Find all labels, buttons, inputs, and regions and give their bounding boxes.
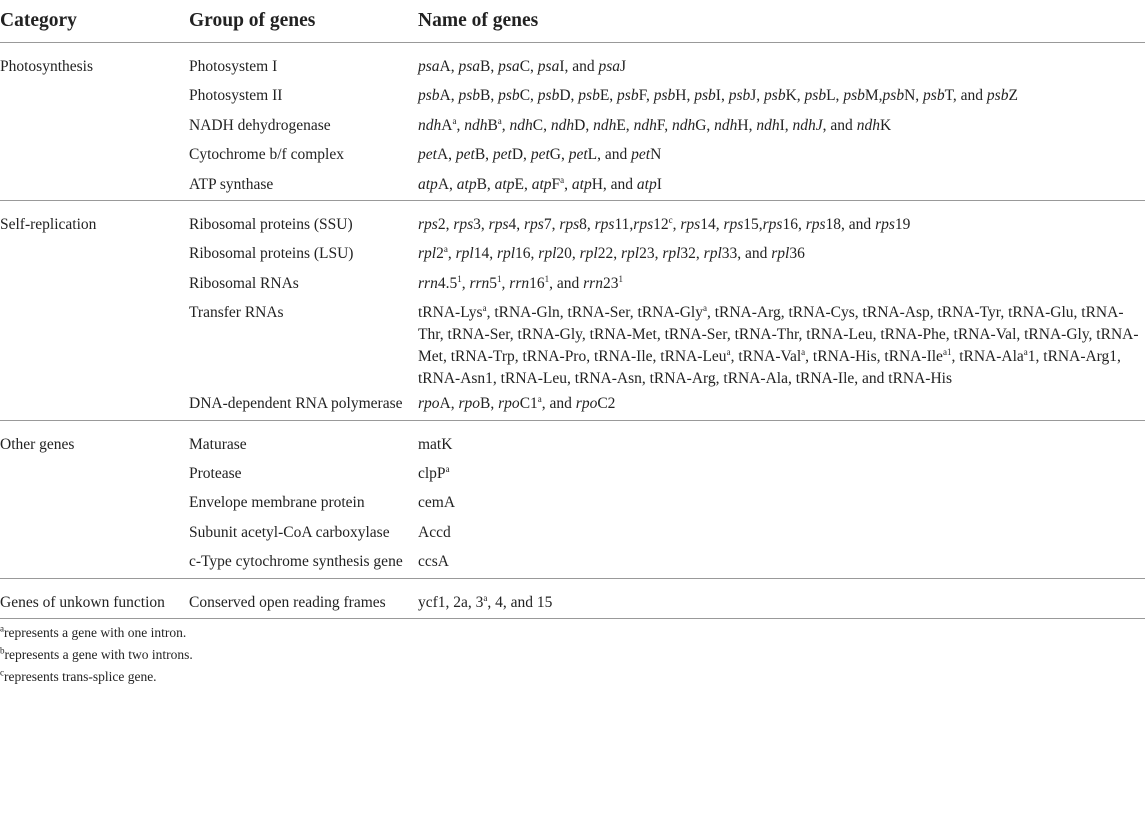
gene-name-text: psb: [617, 87, 639, 104]
gene-name-text: A,: [436, 146, 456, 163]
gene-name-text: D,: [559, 87, 579, 104]
table-row: [0, 270, 1145, 300]
gene-name-text: A,: [439, 395, 459, 412]
gene-name-text: rps: [418, 216, 438, 233]
gene-group-cell: Envelope membrane protein: [189, 494, 365, 511]
gene-name-text: 15,: [743, 216, 763, 233]
gene-name-text: psb: [804, 87, 827, 104]
footnote-mark: a: [443, 243, 448, 254]
category-cell: Other genes: [0, 435, 75, 453]
gene-name-text: , and: [822, 116, 857, 134]
gene-name-text: rpo: [418, 395, 440, 412]
gene-name-text: 22,: [597, 245, 621, 262]
footnote-mark: a: [452, 115, 457, 126]
gene-name-text: psa: [598, 58, 621, 75]
gene-name-text: psb: [986, 87, 1009, 104]
category-cell: [0, 270, 188, 300]
gene-group-cell: Ribosomal proteins (SSU): [189, 216, 353, 233]
gene-name-text: rpl: [771, 245, 790, 262]
gene-group-cell: ATP synthase: [189, 175, 274, 193]
gene-name-text: C1: [519, 395, 538, 412]
header-group: Group of genes: [188, 0, 417, 43]
gene-name-text: K,: [785, 87, 805, 104]
gene-name-text: rpo: [575, 395, 598, 412]
gene-name-text: psa: [418, 58, 440, 75]
gene-name-text: E,: [514, 175, 532, 193]
gene-names-cell: [417, 299, 1145, 390]
table-row: [0, 390, 1145, 420]
footnote-c: $^c$represents trans-splice gene.: [0, 667, 157, 684]
gene-name-text: B,: [474, 146, 493, 163]
table-row: [0, 578, 1145, 618]
gene-name-text: 16,: [515, 245, 539, 262]
gene-name-text: H, and: [591, 175, 637, 193]
gene-name-text: D,: [511, 146, 531, 163]
gene-names-cell: [417, 43, 1145, 83]
table-row: [0, 420, 1145, 460]
footnote-mark: 1: [497, 273, 502, 284]
gene-name-text: 8,: [579, 216, 595, 233]
gene-name-text: ,: [564, 175, 572, 193]
category-cell: Genes of unkown function: [0, 593, 165, 611]
gene-names-cell: [417, 141, 1145, 171]
gene-name-text: 7,: [543, 216, 560, 233]
gene-group-cell: Ribosomal RNAs: [189, 274, 299, 292]
gene-name-text: , tRNA-Val: [730, 348, 802, 365]
category-cell: [0, 171, 188, 201]
gene-name-text: B,: [476, 175, 495, 193]
gene-name-text: ,: [456, 116, 465, 134]
gene-name-text: A,: [439, 58, 459, 75]
gene-name-text: N,: [904, 87, 924, 104]
gene-group-cell: DNA-dependent RNA polymerase: [189, 395, 403, 412]
gene-name-text: ndh: [464, 116, 488, 134]
table-row: [0, 299, 1145, 390]
header-names: Name of genes: [417, 0, 1145, 43]
gene-name-text: F,: [638, 87, 654, 104]
gene-name-text: rrn: [509, 274, 530, 292]
footnote-mark: 1: [618, 273, 623, 284]
category-cell: [0, 141, 188, 171]
gene-name-text: rps: [723, 216, 744, 233]
gene-name-text: , tRNA-Arg, tRNA-Cys, tRNA-Asp, tRNA-Tyr, tRNA-Glu, tRNA-Thr, tRNA-Ser, tRNA-Gly, tRNA-Met, tRNA-Ser, tRNA-Thr, tRNA-Leu, tRNA-Phe, tRNA-Val, tRNA-Gly, tRNA-Met, tRNA-Trp, tRNA-Pro, tRNA-Ile, tRNA-Leu: [418, 304, 1139, 365]
gene-name-text: psb: [764, 87, 786, 104]
gene-name-text: atp: [636, 175, 657, 193]
gene-name-text: rpl: [620, 245, 640, 262]
gene-name-text: ndh: [856, 116, 880, 134]
gene-name-text: , tRNA-Gln, tRNA-Ser, tRNA-Gly: [486, 304, 703, 321]
gene-name-text: ndh: [714, 116, 738, 134]
gene-name-text: rrn: [583, 274, 603, 292]
gene-names-cell: [417, 82, 1145, 112]
gene-names-cell: [417, 548, 1145, 578]
gene-name-text: C,: [519, 87, 538, 104]
gene-name-text: rps: [559, 216, 580, 233]
gene-name-text: 16,: [782, 216, 806, 233]
gene-name-text: rpl: [455, 245, 474, 262]
table-row: [0, 519, 1145, 549]
gene-name-text: ,: [447, 245, 456, 262]
table-row: [0, 82, 1145, 112]
gene-name-text: pet: [530, 146, 550, 163]
gene-group-cell: NADH dehydrogenase: [189, 116, 331, 134]
gene-name-text: 20,: [556, 245, 580, 262]
gene-name-text: I,: [715, 87, 729, 104]
gene-group-cell: Ribosomal proteins (LSU): [189, 245, 354, 262]
category-cell: [0, 240, 188, 270]
gene-name-text: atp: [494, 175, 515, 193]
gene-names-cell: [417, 420, 1145, 460]
gene-name-text: , tRNA-His, tRNA-Ile: [805, 348, 943, 365]
category-cell: [0, 112, 188, 142]
gene-name-text: 32,: [680, 245, 704, 262]
gene-name-text: 19: [894, 216, 911, 233]
gene-name-text: rpo: [498, 395, 520, 412]
gene-name-text: psb: [923, 87, 945, 104]
gene-name-text: 2,: [437, 216, 454, 233]
gene-names-cell: [417, 171, 1145, 201]
table-row: [0, 171, 1145, 201]
gene-name-text: rpl: [703, 245, 722, 262]
gene-name-text: 5: [489, 274, 498, 292]
gene-name-text: 4.5: [437, 274, 458, 292]
gene-name-text: G,: [695, 116, 715, 134]
gene-name-text: A,: [437, 175, 457, 193]
gene-names-cell: [417, 112, 1145, 142]
gene-name-text: ndh: [756, 116, 780, 134]
gene-name-text: ndh: [418, 116, 442, 134]
gene-name-text: G,: [549, 146, 569, 163]
footnote-mark: a: [483, 592, 488, 603]
gene-names-cell: [417, 240, 1145, 270]
gene-group-cell: c-Type cytochrome synthesis gene: [189, 553, 403, 570]
footnote-mark: 1: [544, 273, 550, 284]
gene-group-cell: Transfer RNAs: [189, 304, 284, 321]
gene-name-text: psb: [728, 87, 751, 104]
gene-name-text: pet: [418, 146, 437, 163]
gene-name-text: rpl: [418, 245, 437, 262]
gene-name-text: rps: [523, 216, 544, 233]
table-body: [0, 43, 1145, 619]
gene-name-text: clpP: [418, 464, 446, 482]
gene-name-text: N: [650, 146, 662, 163]
gene-names-cell: [417, 489, 1145, 519]
table-row: [0, 201, 1145, 241]
gene-name-text: I: [656, 175, 662, 193]
category-cell: [0, 299, 188, 390]
footnote-mark: a: [445, 463, 450, 474]
gene-name-text: psa: [498, 58, 520, 75]
gene-group-cell: Photosystem I: [189, 58, 278, 75]
gene-names-cell: [417, 390, 1145, 420]
category-cell: [0, 519, 188, 549]
gene-names-cell: [417, 270, 1145, 300]
gene-name-text: pet: [492, 146, 512, 163]
gene-name-text: 12: [653, 216, 669, 233]
gene-name-text: ndh: [633, 116, 657, 134]
gene-name-text: Z: [1008, 87, 1018, 104]
gene-name-text: C,: [519, 58, 538, 75]
gene-name-text: rps: [805, 216, 826, 233]
footnote-mark: a: [726, 346, 731, 357]
gene-name-text: rpl: [662, 245, 681, 262]
gene-name-text: A,: [439, 87, 459, 104]
gene-name-text: E,: [599, 87, 618, 104]
gene-name-text: F: [551, 175, 561, 193]
gene-name-text: ndh: [671, 116, 696, 134]
gene-name-text: rps: [762, 216, 783, 233]
gene-name-text: rps: [633, 216, 654, 233]
gene-name-text: F,: [656, 116, 672, 134]
gene-name-text: psb: [843, 87, 865, 104]
gene-group-cell: Conserved open reading frames: [189, 593, 386, 611]
footnote-b: $^b$represents a gene with two introns.: [0, 645, 193, 662]
gene-name-text: J,: [750, 87, 765, 104]
gene-name-text: ,: [672, 216, 681, 233]
gene-name-text: , and: [549, 274, 584, 292]
gene-name-text: ndh: [593, 116, 617, 134]
gene-name-text: rps: [453, 216, 474, 233]
gene-name-text: pet: [631, 146, 651, 163]
gene-name-text: ,: [501, 116, 510, 134]
gene-name-text: atp: [531, 175, 552, 193]
gene-name-text: matK: [418, 435, 453, 453]
gene-name-text: C2: [597, 395, 616, 412]
gene-name-text: , 4, and 15: [487, 593, 553, 611]
gene-name-text: D,: [574, 116, 594, 134]
gene-name-text: rpl: [496, 245, 516, 262]
gene-name-text: ycf1, 2a, 3: [418, 593, 484, 611]
header-row: [0, 0, 1145, 43]
gene-name-text: 1, tRNA-Arg1, tRNA-Asn1, tRNA-Leu, tRNA-Asn, tRNA-Arg, tRNA-Ala, tRNA-Ile, and tRNA-His: [418, 348, 1121, 387]
gene-name-text: L,: [826, 87, 844, 104]
gene-name-text: E,: [616, 116, 634, 134]
gene-group-cell: Cytochrome b/f complex: [189, 146, 344, 163]
gene-name-text: B,: [480, 87, 499, 104]
gene-group-cell: Maturase: [189, 435, 247, 453]
footnote-mark: c: [668, 214, 673, 225]
gene-name-text: 3,: [473, 216, 489, 233]
gene-name-text: 4,: [508, 216, 524, 233]
gene-name-text: 11,: [614, 216, 634, 233]
footnotes: [0, 619, 1145, 688]
gene-group-cell: Protease: [189, 464, 242, 482]
gene-name-text: tRNA-Lys: [418, 304, 483, 321]
gene-name-text: psb: [882, 87, 905, 104]
gene-name-text: psb: [418, 87, 440, 104]
gene-name-text: ndh: [509, 116, 533, 134]
gene-name-text: B: [487, 116, 498, 134]
gene-name-text: C,: [532, 116, 551, 134]
gene-name-text: atp: [456, 175, 477, 193]
gene-name-text: cemA: [418, 494, 456, 511]
gene-name-text: A: [441, 116, 453, 134]
gene-name-text: I,: [779, 116, 793, 134]
gene-name-text: H,: [737, 116, 757, 134]
gene-name-text: 23,: [639, 245, 663, 262]
gene-name-text: atp: [418, 175, 438, 193]
category-cell: [0, 390, 188, 420]
gene-name-text: 14,: [700, 216, 724, 233]
table-row: [0, 43, 1145, 83]
gene-name-text: I, and: [559, 58, 599, 75]
gene-name-text: ,: [501, 274, 510, 292]
gene-name-text: T, and: [944, 87, 987, 104]
gene-names-cell: [417, 201, 1145, 241]
gene-name-text: ndhJ: [792, 116, 823, 134]
footnote-mark: a: [560, 174, 565, 185]
gene-name-text: 16: [529, 274, 545, 292]
gene-name-text: psa: [458, 58, 481, 75]
gene-name-text: L, and: [587, 146, 632, 163]
gene-name-text: 36: [789, 245, 805, 262]
gene-name-text: ndh: [550, 116, 575, 134]
gene-name-text: M,: [864, 87, 883, 104]
gene-name-text: J: [620, 58, 627, 75]
table-row: [0, 489, 1145, 519]
gene-name-text: atp: [571, 175, 592, 193]
gene-name-text: rps: [488, 216, 509, 233]
gene-name-text: H,: [675, 87, 695, 104]
gene-name-text: psb: [537, 87, 560, 104]
category-cell: Photosynthesis: [0, 58, 94, 75]
footnote-a: $^a$represents a gene with one intron.: [0, 623, 187, 640]
category-cell: [0, 548, 188, 578]
gene-name-text: rps: [680, 216, 701, 233]
table-row: [0, 240, 1145, 270]
footnote-mark: a: [537, 393, 542, 404]
gene-name-text: 14,: [473, 245, 497, 262]
gene-name-text: ccsA: [418, 553, 449, 570]
gene-name-text: rrn: [418, 274, 438, 292]
gene-name-text: , tRNA-Ala: [951, 348, 1024, 365]
gene-name-text: ,: [461, 274, 470, 292]
gene-name-text: rpl: [538, 245, 557, 262]
table-row: [0, 112, 1145, 142]
gene-name-text: 18, and: [825, 216, 876, 233]
gene-name-text: 33, and: [721, 245, 772, 262]
category-cell: [0, 489, 188, 519]
gene-names-cell: [417, 519, 1145, 549]
footnote-mark: a1: [942, 346, 952, 357]
gene-name-text: Accd: [418, 523, 451, 541]
gene-group-cell: Photosystem II: [189, 87, 283, 104]
gene-name-text: psb: [458, 87, 481, 104]
table-row: [0, 548, 1145, 578]
table-row: [0, 141, 1145, 171]
gene-name-text: rps: [875, 216, 895, 233]
gene-name-text: B,: [480, 395, 499, 412]
gene-name-text: psb: [653, 87, 676, 104]
footnote-mark: a: [702, 302, 707, 313]
gene-name-text: rpl: [579, 245, 598, 262]
gene-name-text: pet: [455, 146, 475, 163]
footnote-mark: 1: [457, 273, 462, 284]
category-cell: [0, 82, 188, 112]
gene-name-text: psb: [578, 87, 600, 104]
gene-name-text: rpo: [458, 395, 481, 412]
gene-name-text: psb: [694, 87, 716, 104]
header-category: Category: [0, 0, 188, 43]
gene-name-text: pet: [568, 146, 588, 163]
gene-name-text: 2: [436, 245, 444, 262]
category-cell: Self-replication: [0, 216, 97, 233]
footnote-mark: a: [801, 346, 806, 357]
gene-names-cell: [417, 578, 1145, 618]
gene-name-text: B,: [480, 58, 499, 75]
gene-name-text: rrn: [469, 274, 490, 292]
gene-name-text: K: [879, 116, 892, 134]
gene-name-text: rps: [594, 216, 615, 233]
gene-name-text: psb: [498, 87, 520, 104]
gene-name-text: psa: [537, 58, 560, 75]
category-cell: [0, 460, 188, 490]
gene-name-text: 23: [602, 274, 619, 292]
gene-name-text: , and: [541, 395, 576, 412]
table-row: [0, 460, 1145, 490]
footnote-mark: a: [497, 115, 502, 126]
footnote-mark: a: [1023, 346, 1028, 357]
gene-group-cell: Subunit acetyl-CoA carboxylase: [189, 523, 390, 541]
gene-names-cell: [417, 460, 1145, 490]
footnote-mark: a: [482, 302, 487, 313]
